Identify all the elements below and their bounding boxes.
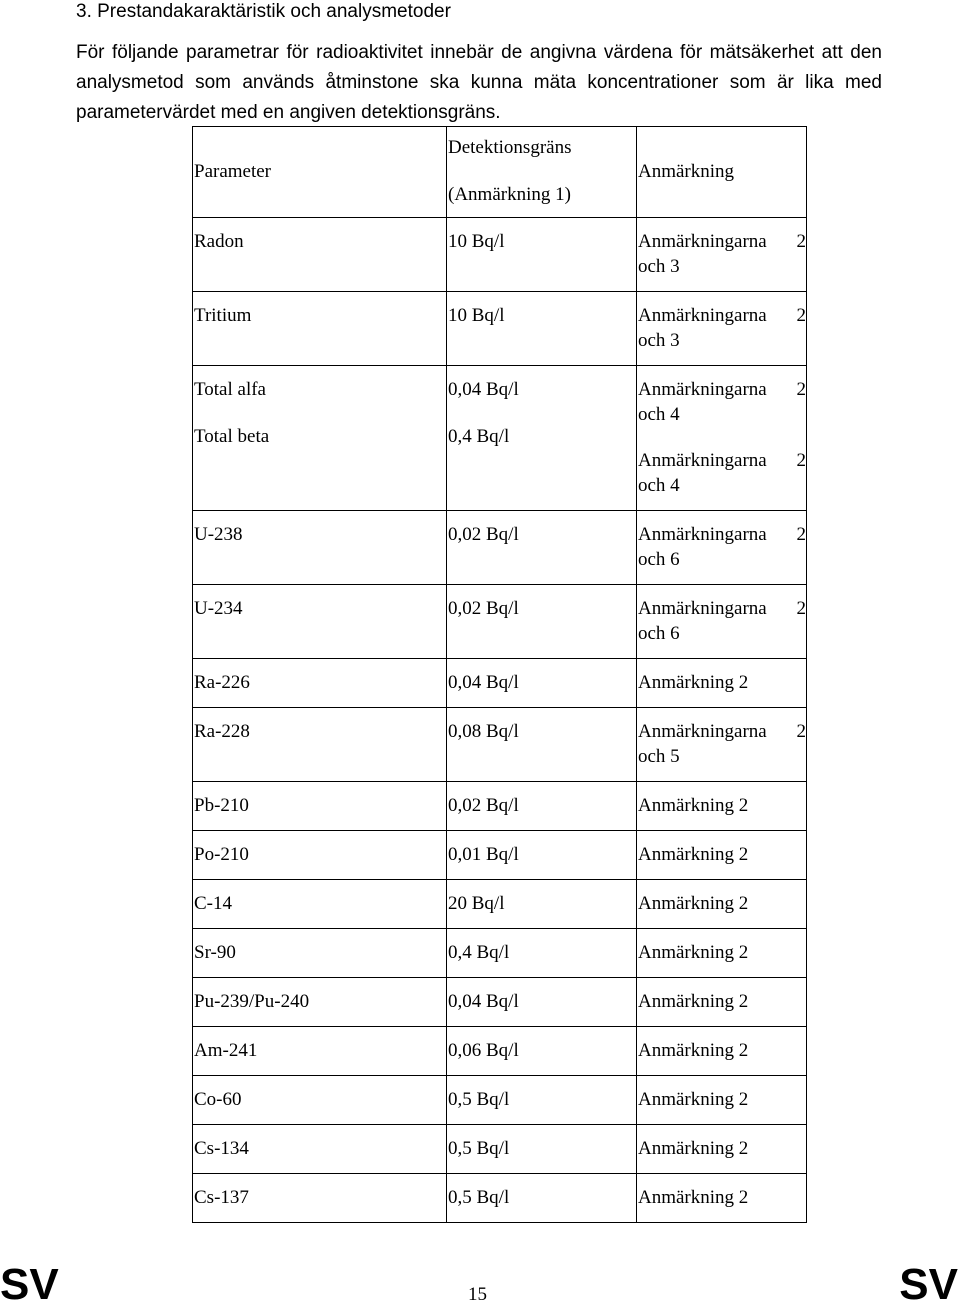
cell-limit: 0,04 Bq/l xyxy=(447,978,637,1027)
cell-limit: 20 Bq/l xyxy=(447,880,637,929)
cell-limit: 0,5 Bq/l xyxy=(447,1076,637,1125)
section-heading: 3. Prestandakaraktäristik och analysmetoder xyxy=(76,1,451,22)
cell-parameter: C-14 xyxy=(193,880,447,929)
header-detection-line1: Detektionsgräns xyxy=(448,137,572,158)
cell-limit: 0,08 Bq/l xyxy=(447,708,637,782)
header-note: Anmärkning xyxy=(637,127,807,218)
cell-parameter: U-234 xyxy=(193,585,447,659)
table-row xyxy=(193,708,807,782)
table-row xyxy=(193,880,807,929)
table-row xyxy=(193,1125,807,1174)
table-row xyxy=(193,218,807,292)
cell-parameter: Radon xyxy=(193,218,447,292)
cell-note-beta: Anmärkningarna 2 och 4 xyxy=(638,450,806,496)
table-row xyxy=(193,292,807,366)
header-parameter: Parameter xyxy=(193,127,447,218)
cell-parameter: Ra-228 xyxy=(193,708,447,782)
cell-limit: 0,02 Bq/l xyxy=(447,782,637,831)
cell-note: Anmärkningarna 2 och 5 xyxy=(637,708,807,782)
cell-limit: 0,02 Bq/l xyxy=(447,511,637,585)
cell-parameter: Co-60 xyxy=(193,1076,447,1125)
cell-parameter: U-238 xyxy=(193,511,447,585)
table-row xyxy=(193,1076,807,1125)
cell-note: Anmärkning 2 xyxy=(637,880,807,929)
cell-parameter: Po-210 xyxy=(193,831,447,880)
cell-note: Anmärkning 2 xyxy=(637,1174,807,1223)
cell-parameter xyxy=(193,366,447,511)
cell-note: Anmärkningarna 2 och 6 xyxy=(637,511,807,585)
cell-note: Anmärkningarna 2 och 3 xyxy=(637,218,807,292)
cell-parameter: Pb-210 xyxy=(193,782,447,831)
cell-parameter: Cs-134 xyxy=(193,1125,447,1174)
cell-parameter: Cs-137 xyxy=(193,1174,447,1223)
cell-limit: 0,5 Bq/l xyxy=(447,1174,637,1223)
cell-limit-alpha: 0,04 Bq/l xyxy=(448,379,519,400)
cell-limit: 0,02 Bq/l xyxy=(447,585,637,659)
cell-note: Anmärkning 2 xyxy=(637,1125,807,1174)
cell-note-alpha: Anmärkningarna 2 och 4 xyxy=(638,379,806,425)
cell-limit: 0,04 Bq/l xyxy=(447,659,637,708)
cell-limit: 0,5 Bq/l xyxy=(447,1125,637,1174)
cell-limit: 0,4 Bq/l xyxy=(447,929,637,978)
cell-parameter: Sr-90 xyxy=(193,929,447,978)
table-row xyxy=(193,1174,807,1223)
table-row xyxy=(193,782,807,831)
cell-limit-beta: 0,4 Bq/l xyxy=(448,426,510,447)
header-detection-line2: (Anmärkning 1) xyxy=(448,184,571,205)
cell-limit: 0,06 Bq/l xyxy=(447,1027,637,1076)
cell-parameter-beta: Total beta xyxy=(194,426,270,447)
cell-parameter-alpha: Total alfa xyxy=(194,379,266,400)
cell-note: Anmärkning 2 xyxy=(637,831,807,880)
intro-paragraph: För följande parametrar för radioaktivitet innebär de angivna värdena för mätsäkerhet att den analysmetod som används åtminstone ska kunna mäta koncentrationer som är lika med parametervärdet med en angiven detektionsgräns. xyxy=(76,42,882,123)
header-detection-limit xyxy=(447,127,637,218)
footer-language-code-left: SV xyxy=(0,1260,59,1309)
table-row xyxy=(193,929,807,978)
cell-limit: 10 Bq/l xyxy=(447,218,637,292)
cell-limit xyxy=(447,366,637,511)
footer-language-code-right: SV xyxy=(899,1260,958,1309)
table-row xyxy=(193,366,807,511)
cell-note: Anmärkning 2 xyxy=(637,782,807,831)
cell-note: Anmärkning 2 xyxy=(637,978,807,1027)
page-number: 15 xyxy=(468,1284,487,1305)
cell-note: Anmärkning 2 xyxy=(637,659,807,708)
cell-limit: 10 Bq/l xyxy=(447,292,637,366)
cell-note: Anmärkningarna 2 och 6 xyxy=(637,585,807,659)
cell-parameter: Pu-239/Pu-240 xyxy=(193,978,447,1027)
cell-note: Anmärkningarna 2 och 3 xyxy=(637,292,807,366)
table-row xyxy=(193,978,807,1027)
cell-limit: 0,01 Bq/l xyxy=(447,831,637,880)
table-row xyxy=(193,831,807,880)
table-row xyxy=(193,585,807,659)
cell-note: Anmärkning 2 xyxy=(637,1027,807,1076)
cell-note xyxy=(637,366,807,511)
cell-note: Anmärkning 2 xyxy=(637,929,807,978)
cell-note: Anmärkning 2 xyxy=(637,1076,807,1125)
cell-parameter: Am-241 xyxy=(193,1027,447,1076)
cell-parameter: Ra-226 xyxy=(193,659,447,708)
table-header-row xyxy=(193,127,807,218)
detection-limits-table xyxy=(192,126,807,1223)
table-row xyxy=(193,1027,807,1076)
table-row xyxy=(193,659,807,708)
table-row xyxy=(193,511,807,585)
cell-parameter: Tritium xyxy=(193,292,447,366)
